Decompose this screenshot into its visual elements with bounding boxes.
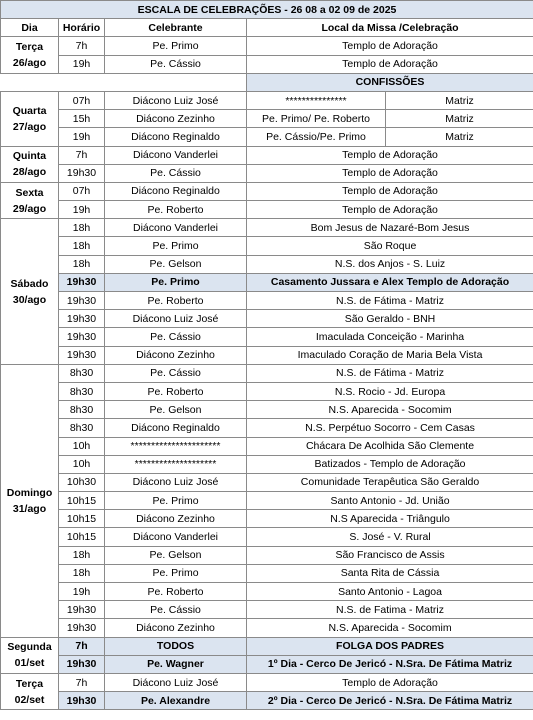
location-cell: Imaculado Coração de Maria Bela Vista	[247, 346, 533, 364]
table-row	[1, 37, 533, 55]
table-row	[1, 510, 533, 528]
table-row	[1, 655, 533, 673]
weekday-label: Segunda	[7, 641, 52, 654]
celebrant-cell: Diácono Zezinho	[105, 619, 247, 637]
celebrant-cell: Pe. Roberto	[105, 292, 247, 310]
header-local: Local da Missa /Celebração	[247, 19, 533, 37]
table-row	[1, 673, 533, 691]
time-cell: 8h30	[59, 401, 105, 419]
date-label: 26/ago	[12, 57, 47, 70]
weekday-label: Quinta	[12, 150, 47, 163]
spacer-cell	[1, 73, 247, 91]
header-horario: Horário	[59, 19, 105, 37]
celebrant-cell: Pe. Cássio	[105, 364, 247, 382]
time-cell: 10h15	[59, 528, 105, 546]
table-row	[1, 637, 533, 655]
celebrant-cell: Pe. Roberto	[105, 382, 247, 400]
location-cell: Santa Rita de Cássia	[247, 564, 533, 582]
location-cell: N.S Aparecida - Triângulo	[247, 510, 533, 528]
date-label: 28/ago	[12, 166, 47, 179]
celebrant-cell: Diácono Reginaldo	[105, 182, 247, 200]
table-row	[1, 528, 533, 546]
table-row	[1, 601, 533, 619]
time-cell: 07h	[59, 91, 105, 109]
table-row	[1, 364, 533, 382]
location-cell: N.S. Perpétuo Socorro - Cem Casas	[247, 419, 533, 437]
confessions-header-row	[1, 73, 533, 91]
table-row	[1, 255, 533, 273]
celebrant-cell: Pe. Roberto	[105, 583, 247, 601]
location-cell: N.S. de Fátima - Matriz	[247, 292, 533, 310]
celebrant-cell: Diácono Luiz José	[105, 310, 247, 328]
celebrant-cell: Diácono Luiz José	[105, 91, 247, 109]
time-cell: 10h	[59, 437, 105, 455]
celebrant-cell: ********************	[105, 455, 247, 473]
date-label: 30/ago	[12, 293, 47, 306]
celebrant-cell: Pe. Primo	[105, 237, 247, 255]
weekday-label: Sexta	[15, 186, 44, 199]
location-cell: Imaculada Conceição - Marinha	[247, 328, 533, 346]
time-cell: 19h30	[59, 601, 105, 619]
date-label: 01/set	[14, 657, 45, 670]
celebrant-cell: Pe. Cássio	[105, 601, 247, 619]
location-cell: São Geraldo - BNH	[247, 310, 533, 328]
celebrant-cell: Pe. Cássio	[105, 55, 247, 73]
day-cell	[1, 146, 59, 182]
weekday-label: Domingo	[6, 486, 53, 499]
time-cell: 19h30	[59, 346, 105, 364]
confessions-label: CONFISSÕES	[247, 73, 533, 91]
location-cell: S. José - V. Rural	[247, 528, 533, 546]
celebrant-cell: Diácono Luiz José	[105, 673, 247, 691]
time-cell: 19h30	[59, 328, 105, 346]
day-cell	[1, 219, 59, 365]
date-label: 29/ago	[12, 202, 47, 215]
celebrant-cell: Diácono Vanderlei	[105, 528, 247, 546]
location-cell: Matriz	[386, 128, 533, 146]
location-cell: Chácara De Acolhida São Clemente	[247, 437, 533, 455]
day-cell	[1, 673, 59, 709]
celebrant-cell: Pe. Gelson	[105, 255, 247, 273]
header-celebrante: Celebrante	[105, 19, 247, 37]
time-cell: 8h30	[59, 419, 105, 437]
day-cell	[1, 364, 59, 637]
celebrant-cell: Diácono Vanderlei	[105, 146, 247, 164]
location-cell: Matriz	[386, 110, 533, 128]
table-row	[1, 382, 533, 400]
location-cell: N.S. Rocio - Jd. Europa	[247, 382, 533, 400]
location-cell: 2º Dia - Cerco De Jericó - N.Sra. De Fátima Matriz	[247, 692, 533, 710]
time-cell: 19h30	[59, 310, 105, 328]
celebrant-cell: Pe. Primo	[105, 492, 247, 510]
confessor-cell: ***************	[247, 91, 386, 109]
confessor-cell: Pe. Cássio/Pe. Primo	[247, 128, 386, 146]
location-cell: Santo Antonio - Jd. União	[247, 492, 533, 510]
time-cell: 7h	[59, 146, 105, 164]
celebrant-cell: Diácono Luiz José	[105, 473, 247, 491]
location-cell: Casamento Jussara e Alex Templo de Adoração	[247, 273, 533, 291]
time-cell: 10h	[59, 455, 105, 473]
table-row	[1, 182, 533, 200]
celebrant-cell: Pe. Primo	[105, 37, 247, 55]
header-row	[1, 19, 533, 37]
table-row	[1, 619, 533, 637]
weekday-label: Quarta	[12, 104, 47, 117]
table-row	[1, 91, 533, 109]
time-cell: 8h30	[59, 364, 105, 382]
table-row	[1, 201, 533, 219]
weekday-label: Terça	[15, 677, 44, 690]
celebrant-cell: Diácono Reginaldo	[105, 128, 247, 146]
celebrant-cell: Pe. Roberto	[105, 201, 247, 219]
celebrant-cell: Pe. Cássio	[105, 328, 247, 346]
time-cell: 18h	[59, 237, 105, 255]
time-cell: 19h	[59, 201, 105, 219]
location-cell: Templo de Adoração	[247, 673, 533, 691]
time-cell: 10h15	[59, 510, 105, 528]
time-cell: 19h	[59, 583, 105, 601]
day-cell	[1, 37, 59, 73]
celebrant-cell: Pe. Primo	[105, 273, 247, 291]
time-cell: 19h	[59, 55, 105, 73]
location-cell: N.S. Aparecida - Socomim	[247, 619, 533, 637]
table-row	[1, 55, 533, 73]
celebrant-cell: **********************	[105, 437, 247, 455]
time-cell: 15h	[59, 110, 105, 128]
date-label: 31/ago	[12, 502, 47, 515]
celebrant-cell: Pe. Gelson	[105, 546, 247, 564]
location-cell: Santo Antonio - Lagoa	[247, 583, 533, 601]
celebrant-cell: Diácono Reginaldo	[105, 419, 247, 437]
time-cell: 19h30	[59, 619, 105, 637]
day-cell	[1, 182, 59, 218]
location-cell: Matriz	[386, 91, 533, 109]
celebrant-cell: Pe. Gelson	[105, 401, 247, 419]
celebrant-cell: Diácono Zezinho	[105, 346, 247, 364]
date-label: 02/set	[14, 693, 45, 706]
sheet-title: ESCALA DE CELEBRAÇÕES - 26 08 a 02 09 de 2025	[1, 1, 533, 19]
day-cell	[1, 91, 59, 146]
celebrant-cell: Pe. Wagner	[105, 655, 247, 673]
table-row	[1, 292, 533, 310]
table-row	[1, 437, 533, 455]
weekday-label: Terça	[15, 41, 44, 54]
time-cell: 19h	[59, 128, 105, 146]
location-cell: São Francisco de Assis	[247, 546, 533, 564]
date-label: 27/ago	[12, 120, 47, 133]
time-cell: 19h30	[59, 655, 105, 673]
location-cell: N.S. de Fatima - Matriz	[247, 601, 533, 619]
location-cell: N.S. dos Anjos - S. Luiz	[247, 255, 533, 273]
weekday-label: Sábado	[10, 277, 49, 290]
table-row	[1, 310, 533, 328]
celebrant-cell: Diácono Vanderlei	[105, 219, 247, 237]
time-cell: 18h	[59, 219, 105, 237]
table-row	[1, 164, 533, 182]
table-row	[1, 110, 533, 128]
location-cell: São Roque	[247, 237, 533, 255]
location-cell: Templo de Adoração	[247, 201, 533, 219]
table-row	[1, 273, 533, 291]
table-row	[1, 546, 533, 564]
time-cell: 8h30	[59, 382, 105, 400]
time-cell: 18h	[59, 564, 105, 582]
time-cell: 07h	[59, 182, 105, 200]
celebrant-cell: Diácono Zezinho	[105, 510, 247, 528]
celebrant-cell: Diácono Zezinho	[105, 110, 247, 128]
time-cell: 7h	[59, 673, 105, 691]
table-row	[1, 492, 533, 510]
location-cell: 1º Dia - Cerco De Jericó - N.Sra. De Fátima Matriz	[247, 655, 533, 673]
time-cell: 10h30	[59, 473, 105, 491]
time-cell: 7h	[59, 637, 105, 655]
table-row	[1, 146, 533, 164]
location-cell: Templo de Adoração	[247, 37, 533, 55]
time-cell: 10h15	[59, 492, 105, 510]
table-row	[1, 583, 533, 601]
time-cell: 7h	[59, 37, 105, 55]
location-cell: Templo de Adoração	[247, 164, 533, 182]
table-row	[1, 473, 533, 491]
table-row	[1, 419, 533, 437]
celebrant-cell: Pe. Alexandre	[105, 692, 247, 710]
location-cell: Batizados - Templo de Adoração	[247, 455, 533, 473]
celebrant-cell: TODOS	[105, 637, 247, 655]
time-cell: 19h30	[59, 692, 105, 710]
time-cell: 18h	[59, 255, 105, 273]
time-cell: 19h30	[59, 292, 105, 310]
table-row	[1, 219, 533, 237]
location-cell: N.S. Aparecida - Socomim	[247, 401, 533, 419]
table-row	[1, 128, 533, 146]
celebrant-cell: Pe. Primo	[105, 564, 247, 582]
day-cell	[1, 637, 59, 673]
table-row	[1, 237, 533, 255]
table-row	[1, 692, 533, 710]
table-row	[1, 455, 533, 473]
location-cell: N.S. de Fátima - Matriz	[247, 364, 533, 382]
table-row	[1, 564, 533, 582]
schedule-body	[1, 1, 533, 710]
location-cell: Templo de Adoração	[247, 55, 533, 73]
table-row	[1, 401, 533, 419]
table-row	[1, 328, 533, 346]
location-cell: FOLGA DOS PADRES	[247, 637, 533, 655]
celebrant-cell: Pe. Cássio	[105, 164, 247, 182]
location-cell: Templo de Adoração	[247, 146, 533, 164]
time-cell: 18h	[59, 546, 105, 564]
location-cell: Templo de Adoração	[247, 182, 533, 200]
location-cell: Comunidade Terapêutica São Geraldo	[247, 473, 533, 491]
header-dia: Dia	[1, 19, 59, 37]
table-row	[1, 346, 533, 364]
confessor-cell: Pe. Primo/ Pe. Roberto	[247, 110, 386, 128]
location-cell: Bom Jesus de Nazaré-Bom Jesus	[247, 219, 533, 237]
time-cell: 19h30	[59, 164, 105, 182]
title-row	[1, 1, 533, 19]
time-cell: 19h30	[59, 273, 105, 291]
